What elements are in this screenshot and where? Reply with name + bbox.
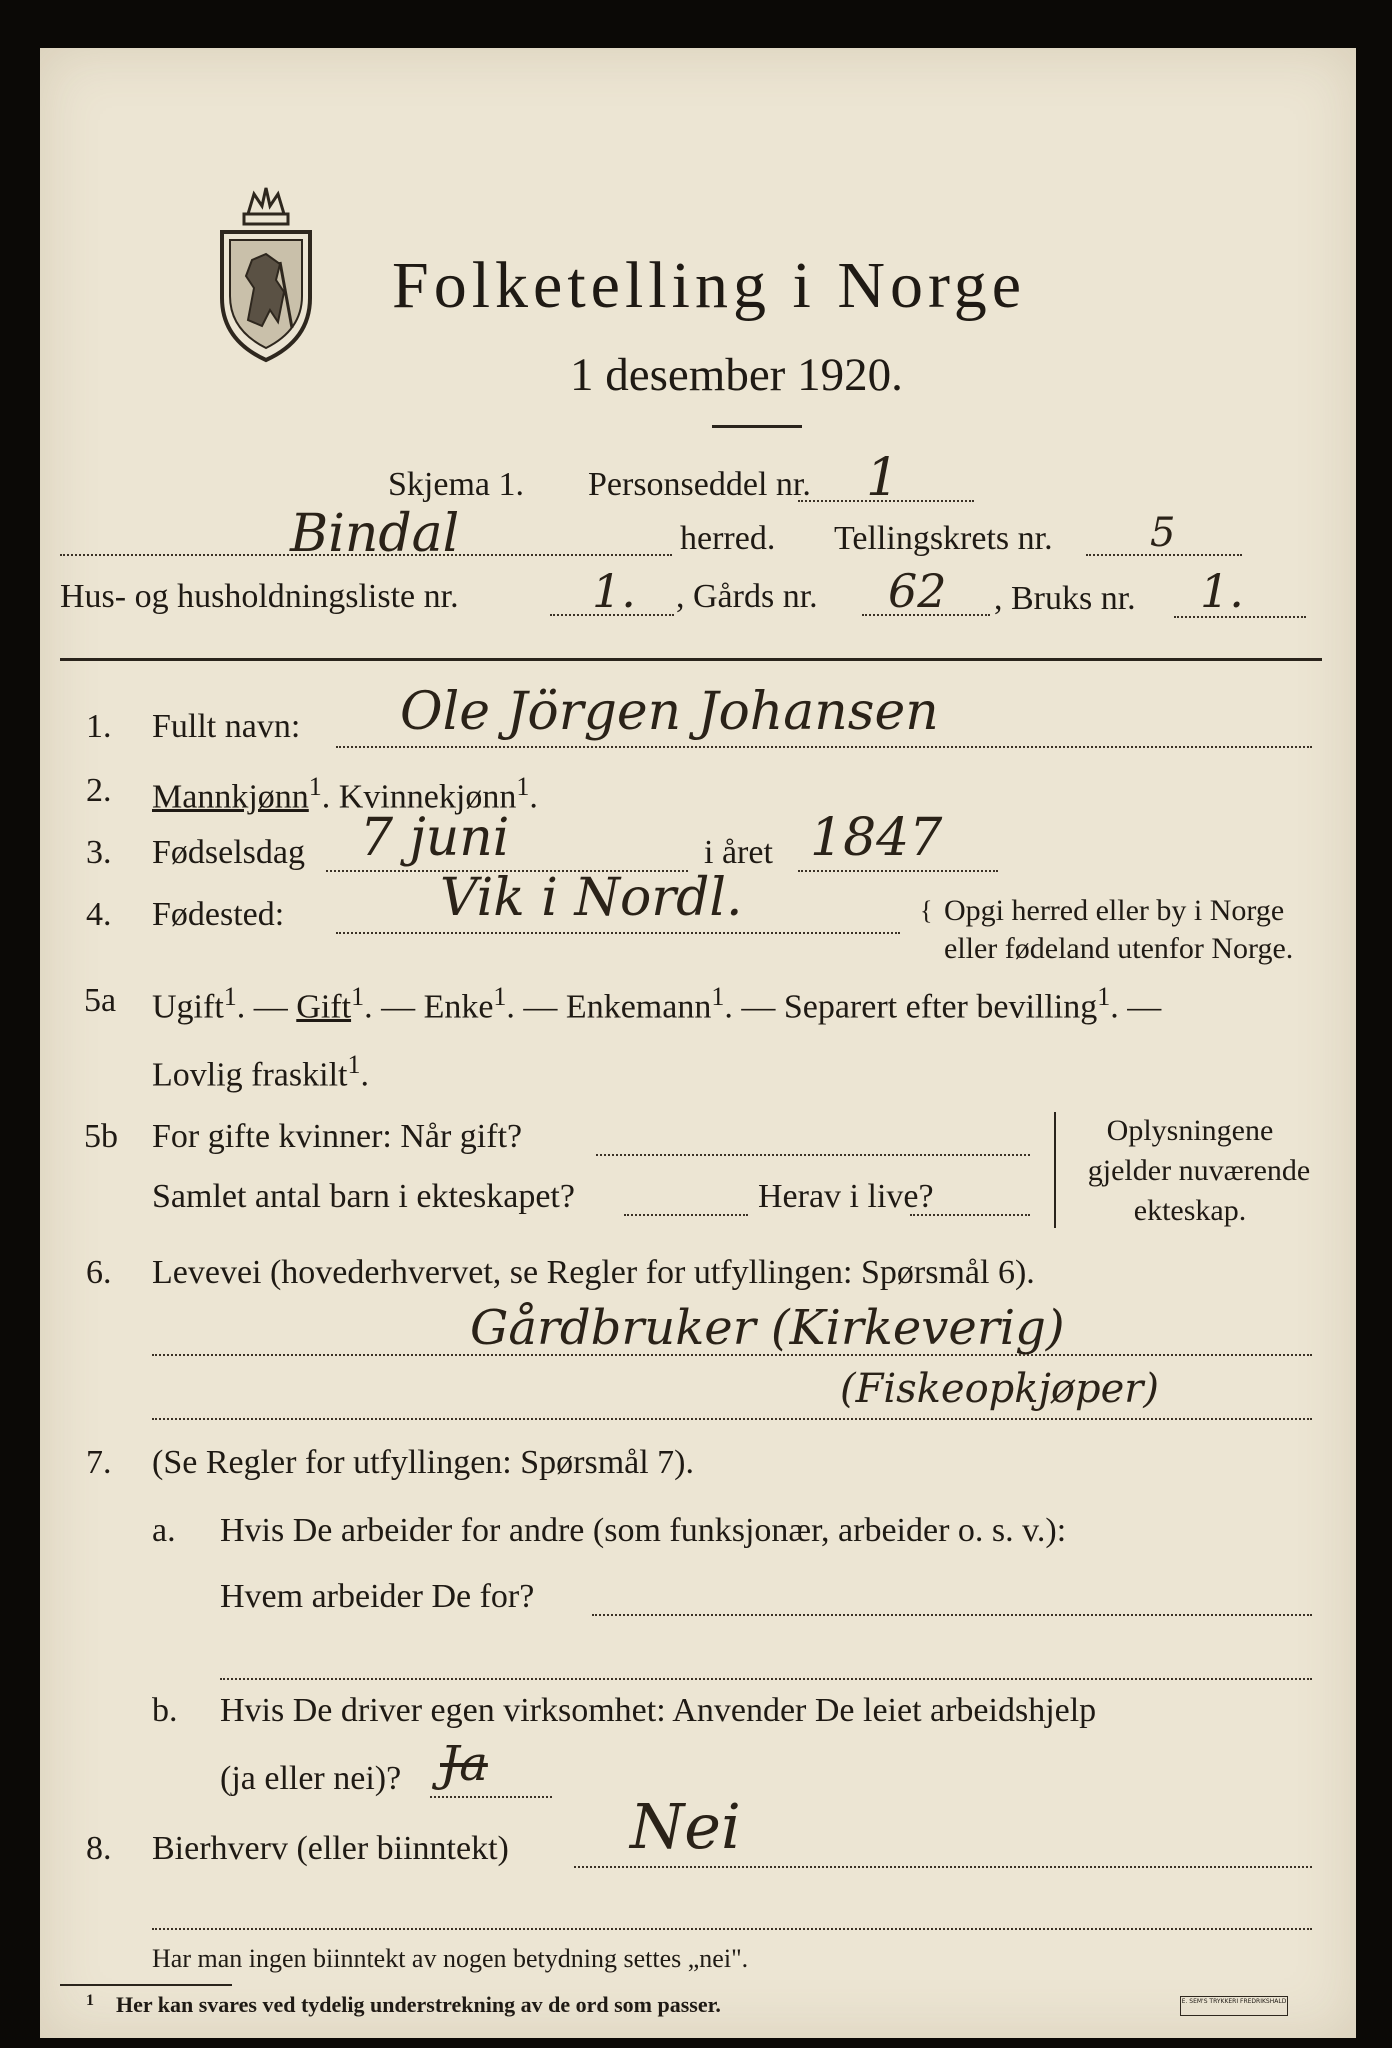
occupation-value-1: Gårdbruker (Kirkeverig) (470, 1300, 1065, 1356)
q3-number: 3. (86, 834, 112, 871)
printer-stamp: E. SEM'S TRYKKERI FREDRIKSHALD (1180, 1996, 1288, 2016)
q7b-janei-label: (ja eller nei)? (220, 1760, 402, 1797)
q4-note-brace: { (920, 896, 933, 925)
birthplace-value: Vik i Nordl. (440, 868, 743, 928)
birth-year-value: 1847 (810, 808, 943, 868)
lovlig-line: Lovlig fraskilt$^1$. (152, 1050, 369, 1094)
employer-field-2[interactable] (220, 1678, 1312, 1680)
hired-help-value: Ja (440, 1736, 488, 1792)
side-income-field-2[interactable] (152, 1928, 1312, 1930)
full-name-field[interactable] (336, 746, 1312, 748)
census-form-sheet (40, 48, 1356, 2038)
full-name-value: Ole Jörgen Johansen (400, 682, 939, 742)
hus-value: 1. (592, 564, 636, 618)
birth-year-field[interactable] (798, 870, 998, 872)
side-income-field-1[interactable] (574, 1866, 1312, 1868)
children-count-field[interactable] (624, 1214, 748, 1216)
form-date: 1 desember 1920. (570, 349, 903, 401)
q4-note-line2: eller fødeland utenfor Norge. (944, 932, 1294, 965)
herred-label: herred. (680, 520, 776, 557)
q7a-label: Hvis De arbeider for andre (som funksjonær, arbeider o. s. v.): (220, 1512, 1067, 1549)
form-title: Folketelling i Norge (392, 249, 1027, 322)
tellingskrets-label: Tellingskrets nr. (834, 520, 1053, 557)
bruks-label: , Bruks nr. (994, 580, 1136, 617)
herred-value: Bindal (290, 504, 460, 564)
q7b-label: Hvis De driver egen virksomhet: Anvender De leiet arbeidshjelp (220, 1692, 1097, 1729)
hus-label: Hus- og husholdningsliste nr. (60, 578, 459, 615)
q8-number: 8. (86, 1830, 112, 1867)
q7a-letter: a. (152, 1512, 176, 1549)
side-income-value: Nei (630, 1790, 741, 1863)
q5b-note-brace (1054, 1112, 1056, 1228)
q2-number: 2. (86, 772, 112, 809)
norway-coat-of-arms-icon (218, 180, 314, 364)
q5b-note-line3: ekteskap. (1133, 1194, 1247, 1227)
q7-number: 7. (86, 1444, 112, 1481)
tellingskrets-value: 5 (1150, 510, 1176, 556)
birthday-value: 7 juni (360, 808, 510, 868)
q5b-note-line1: Oplysningene (1106, 1114, 1274, 1147)
employer-field-1[interactable] (592, 1614, 1312, 1616)
ugift-option[interactable]: Ugift (152, 988, 224, 1026)
header-rule (60, 658, 1322, 661)
q6-number: 6. (86, 1254, 112, 1291)
q2-options: Mannkjønn$^1$. Kvinnekjønn$^1$. (152, 772, 538, 816)
q4-number: 4. (86, 896, 112, 933)
q5b-note-line2: gjelder nuværende (1087, 1154, 1311, 1187)
hired-help-field[interactable] (430, 1796, 552, 1798)
q5b-children-label: Samlet antal barn i ekteskapet? (152, 1178, 575, 1215)
occupation-field-2[interactable] (152, 1418, 1312, 1420)
footnote-text: Her kan svares ved tydelig understrekning av de ord som passer. (116, 1992, 721, 2017)
marital-options: Ugift$^1$. — Gift$^1$. — Enke$^1$. — Enkemann$^1$. — Separert efter bevilling$^1$. — (152, 982, 1162, 1026)
children-alive-field[interactable] (910, 1214, 1030, 1216)
enke-option[interactable]: Enke (423, 988, 494, 1026)
enkemann-option[interactable]: Enkemann (565, 988, 712, 1026)
married-when-field[interactable] (596, 1154, 1030, 1156)
q1-label: Fullt navn: (152, 708, 301, 745)
q5b-alive-label: Herav i live? (758, 1178, 934, 1215)
q4-note-line1: Opgi herred eller by i Norge (944, 894, 1285, 927)
personseddel-label: Personseddel nr. (588, 466, 811, 503)
lovlig-option[interactable]: Lovlig fraskilt (152, 1056, 348, 1094)
male-option[interactable]: Mannkjønn (152, 778, 309, 816)
note-text: Har man ingen biinntekt av nogen betydning settes „nei". (152, 1944, 749, 1973)
female-option[interactable]: Kvinnekjønn (338, 778, 517, 816)
q1-number: 1. (86, 708, 112, 745)
q8-label: Bierhverv (eller biinntekt) (152, 1830, 509, 1867)
q7b-letter: b. (152, 1692, 178, 1729)
gards-value: 62 (888, 564, 947, 618)
q7-label: (Se Regler for utfyllingen: Spørsmål 7). (152, 1444, 695, 1481)
birth-year-label: i året (704, 834, 773, 871)
footnote-rule (60, 1984, 232, 1986)
personseddel-value: 1 (866, 448, 900, 508)
skjema-label: Skjema 1. (388, 466, 524, 503)
birthplace-field[interactable] (336, 932, 900, 934)
gards-label: , Gårds nr. (676, 578, 818, 615)
q5b-number: 5b (84, 1118, 118, 1155)
q7a-who-label: Hvem arbeider De for? (220, 1578, 535, 1615)
separert-option[interactable]: Separert efter bevilling (783, 988, 1098, 1026)
footnote-mark: 1 (86, 1992, 94, 2009)
q6-label: Levevei (hovederhvervet, se Regler for utfyllingen: Spørsmål 6). (152, 1254, 1035, 1291)
q5a-number: 5a (84, 982, 117, 1019)
q4-label: Fødested: (152, 896, 285, 933)
gift-option[interactable]: Gift (296, 988, 352, 1026)
q5b-label: For gifte kvinner: Når gift? (152, 1118, 523, 1155)
q3-label: Fødselsdag (152, 834, 305, 871)
occupation-value-2: (Fiskeopkjøper) (840, 1366, 1160, 1412)
bruks-value: 1. (1200, 564, 1244, 618)
title-divider (712, 425, 802, 428)
